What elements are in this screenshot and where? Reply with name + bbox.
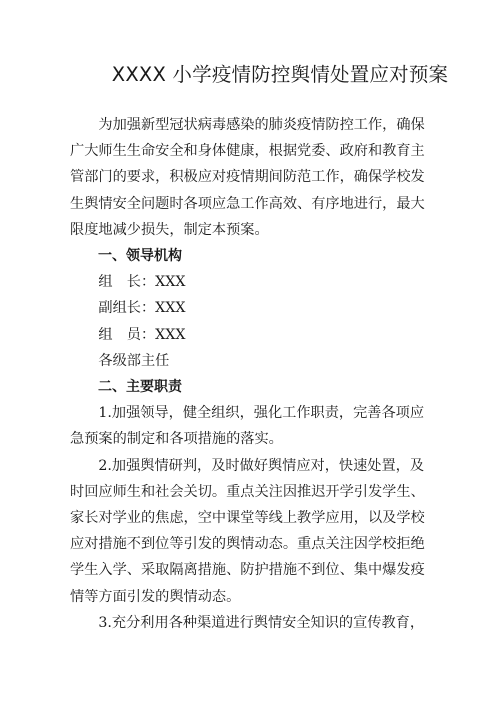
duty-item-1 xyxy=(70,400,442,452)
member-deputy-leader: 副组长：XXX xyxy=(98,300,186,317)
member-leader: 组 长：XXX xyxy=(98,274,186,291)
text-line: 时回应师生和社会关切。重点关注因推迟开学引发学生、 xyxy=(70,483,425,500)
intro-paragraph xyxy=(70,112,442,243)
text-line: 学生入学、采取隔离措施、防护措施不到位、集中爆发疫 xyxy=(70,562,425,579)
duty-item-3 xyxy=(70,610,442,636)
text-line: 应对措施不到位等引发的舆情动态。重点关注因学校拒绝 xyxy=(70,536,425,553)
member-staff: 组 员：XXX xyxy=(98,326,186,343)
text-line: 1.加强领导，健全组织，强化工作职责，完善各项应 xyxy=(98,405,425,422)
text-line: 广大师生生命安全和身体健康，根据党委、政府和教育主 xyxy=(70,143,425,160)
text-line: 3.充分利用各种渠道进行舆情安全知识的宣传教育， xyxy=(98,614,425,631)
text-line: 家长对学业的焦虑，空中课堂等线上教学应用，以及学校 xyxy=(70,510,425,527)
text-line: 情等方面引发的舆情动态。 xyxy=(70,588,241,605)
text-line: 管部门的要求，积极应对疫情期间防范工作，确保学校发 xyxy=(70,169,425,186)
document-body xyxy=(70,112,442,636)
section-heading-duties: 二、主要职责 xyxy=(98,379,182,396)
text-line: 生舆情安全问题时各项应急工作高效、有序地进行，最大 xyxy=(70,195,425,212)
section-heading-leadership: 一、领导机构 xyxy=(98,248,182,265)
text-line: 急预案的制定和各项措施的落实。 xyxy=(70,431,283,448)
member-department-heads: 各级部主任 xyxy=(98,352,170,369)
text-line: 为加强新型冠状病毒感染的肺炎疫情防控工作，确保 xyxy=(98,117,425,133)
document-title: XXXX 小学疫情防控舆情处置应对预案 xyxy=(111,63,449,86)
text-line: 限度地减少损失，制定本预案。 xyxy=(70,221,269,238)
duty-item-2 xyxy=(70,453,442,610)
text-line: 2.加强舆情研判，及时做好舆情应对，快速处置，及 xyxy=(98,457,425,474)
